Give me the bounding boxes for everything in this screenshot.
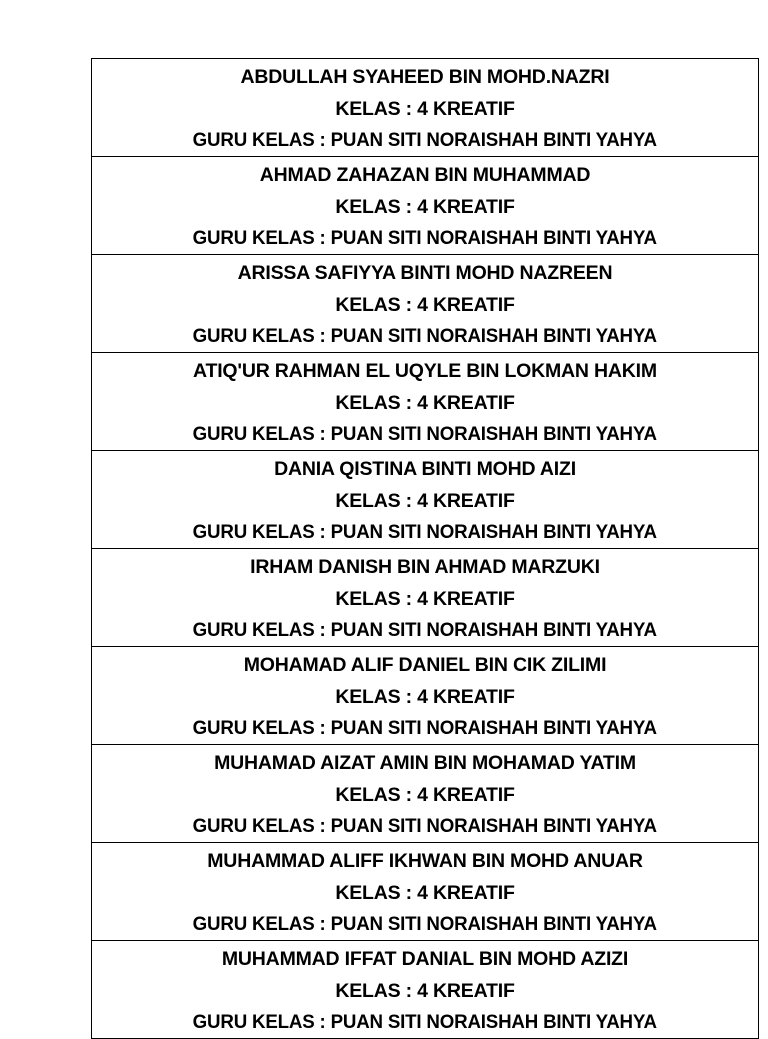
teacher-line: GURU KELAS : PUAN SITI NORAISHAH BINTI YAHYA (192, 227, 658, 249)
name-label-table (91, 58, 759, 1039)
class-line: KELAS : 4 KREATIF (335, 979, 515, 1002)
student-name: MOHAMAD ALIF DANIEL BIN CIK ZILIMI (243, 654, 607, 676)
teacher-line: GURU KELAS : PUAN SITI NORAISHAH BINTI YAHYA (192, 717, 658, 739)
class-line: KELAS : 4 KREATIF (335, 97, 515, 120)
teacher-line: GURU KELAS : PUAN SITI NORAISHAH BINTI YAHYA (192, 521, 658, 543)
teacher-line: GURU KELAS : PUAN SITI NORAISHAH BINTI YAHYA (192, 619, 658, 641)
name-label-cell (92, 745, 758, 843)
student-name: ARISSA SAFIYYA BINTI MOHD NAZREEN (237, 262, 613, 284)
name-label-cell (92, 157, 758, 255)
name-label-cell (92, 59, 758, 157)
class-line: KELAS : 4 KREATIF (335, 489, 515, 512)
student-name: ABDULLAH SYAHEED BIN MOHD.NAZRI (240, 66, 610, 88)
class-line: KELAS : 4 KREATIF (335, 195, 515, 218)
teacher-line: GURU KELAS : PUAN SITI NORAISHAH BINTI YAHYA (192, 913, 658, 935)
teacher-line: GURU KELAS : PUAN SITI NORAISHAH BINTI YAHYA (192, 815, 658, 837)
student-name: MUHAMAD AIZAT AMIN BIN MOHAMAD YATIM (214, 752, 636, 774)
name-label-cell (92, 353, 758, 451)
student-name: ATIQ'UR RAHMAN EL UQYLE BIN LOKMAN HAKIM (193, 360, 657, 382)
student-name: MUHAMMAD ALIFF IKHWAN BIN MOHD ANUAR (207, 850, 643, 872)
student-name: AHMAD ZAHAZAN BIN MUHAMMAD (259, 164, 591, 186)
student-name: DANIA QISTINA BINTI MOHD AIZI (274, 458, 576, 480)
name-label-cell (92, 647, 758, 745)
name-label-cell (92, 255, 758, 353)
student-name: MUHAMMAD IFFAT DANIAL BIN MOHD AZIZI (221, 948, 629, 970)
class-line: KELAS : 4 KREATIF (335, 783, 515, 806)
name-label-cell (92, 941, 758, 1039)
teacher-line: GURU KELAS : PUAN SITI NORAISHAH BINTI YAHYA (192, 423, 658, 445)
class-line: KELAS : 4 KREATIF (335, 391, 515, 414)
class-line: KELAS : 4 KREATIF (335, 293, 515, 316)
class-line: KELAS : 4 KREATIF (335, 881, 515, 904)
teacher-line: GURU KELAS : PUAN SITI NORAISHAH BINTI YAHYA (192, 1011, 658, 1033)
name-label-cell (92, 843, 758, 941)
teacher-line: GURU KELAS : PUAN SITI NORAISHAH BINTI YAHYA (192, 325, 658, 347)
name-label-cell (92, 549, 758, 647)
class-line: KELAS : 4 KREATIF (335, 685, 515, 708)
teacher-line: GURU KELAS : PUAN SITI NORAISHAH BINTI YAHYA (192, 129, 658, 151)
name-label-cell (92, 451, 758, 549)
student-name: IRHAM DANISH BIN AHMAD MARZUKI (250, 556, 600, 578)
class-line: KELAS : 4 KREATIF (335, 587, 515, 610)
